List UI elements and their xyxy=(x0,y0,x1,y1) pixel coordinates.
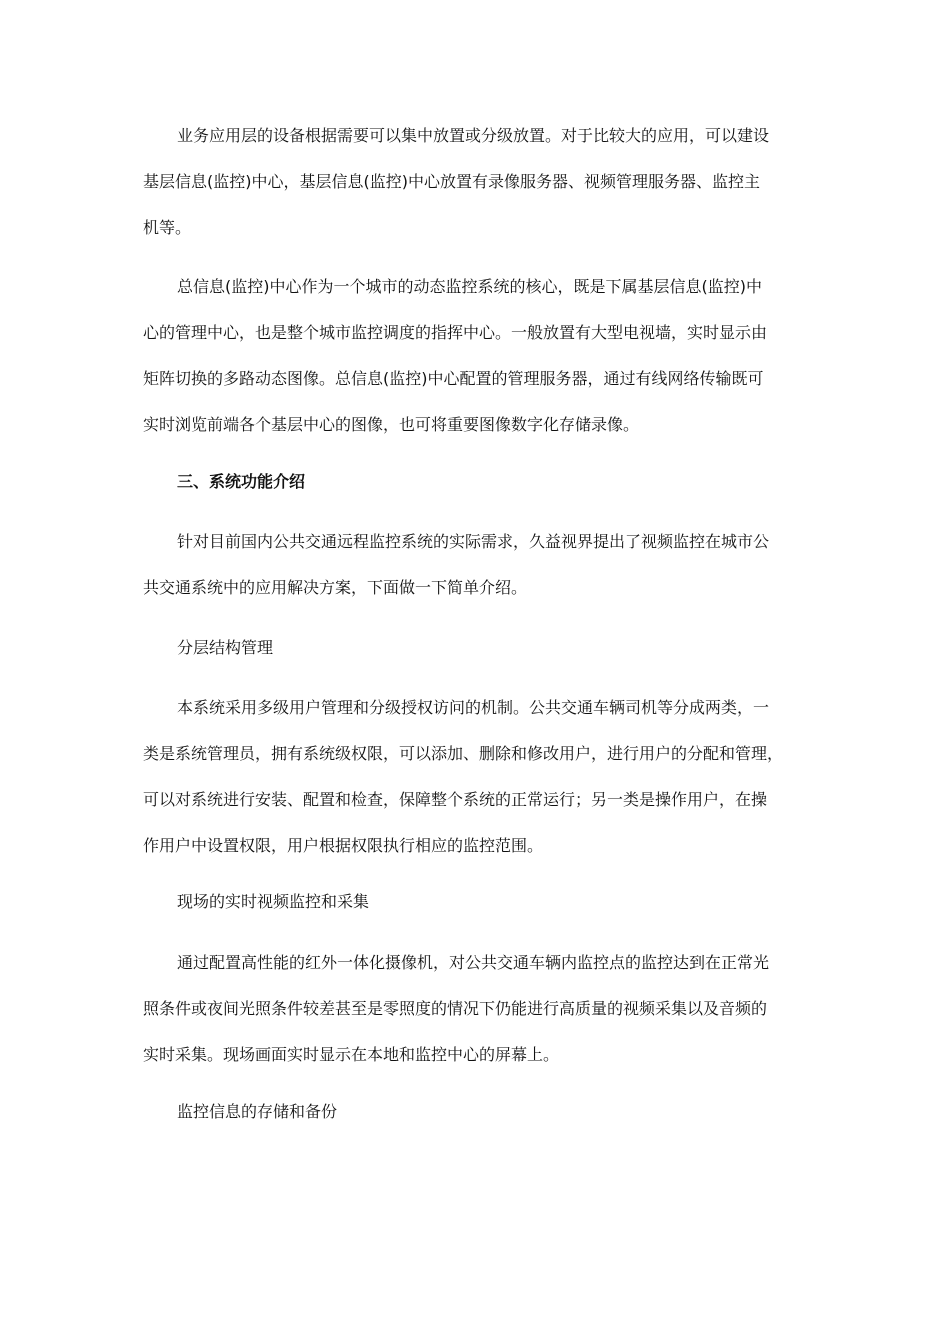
paragraph-central-monitoring-center xyxy=(143,264,807,448)
text-line: 照条件或夜间光照条件较差甚至是零照度的情况下仍能进行高质量的视频采集以及音频的 xyxy=(143,999,768,1018)
subheading: 分层结构管理 xyxy=(177,638,274,657)
section-heading: 三、系统功能介绍 xyxy=(177,472,306,491)
subheading-layered-management xyxy=(143,625,807,671)
text-line: 作用户中设置权限，用户根据权限执行相应的监控范围。 xyxy=(143,836,544,855)
paragraph-solution-intro xyxy=(143,519,807,611)
text-line: 心的管理中心，也是整个城市监控调度的指挥中心。一般放置有大型电视墙，实时显示由 xyxy=(143,323,768,342)
subheading: 现场的实时视频监控和采集 xyxy=(177,892,370,911)
text-line: 基层信息(监控)中心，基层信息(监控)中心放置有录像服务器、视频管理服务器、监控主 xyxy=(143,172,760,191)
text-line: 实时采集。现场画面实时显示在本地和监控中心的屏幕上。 xyxy=(143,1045,560,1064)
paragraph-user-management xyxy=(143,685,807,869)
subheading-realtime-monitoring xyxy=(143,879,807,925)
text-line: 可以对系统进行安装、配置和检查，保障整个系统的正常运行；另一类是操作用户，在操 xyxy=(143,790,768,809)
paragraph-equipment-placement xyxy=(143,113,807,251)
text-line: 类是系统管理员，拥有系统级权限，可以添加、删除和修改用户，进行用户的分配和管理， xyxy=(143,744,784,763)
subheading: 监控信息的存储和备份 xyxy=(177,1102,338,1121)
text-line: 总信息(监控)中心作为一个城市的动态监控系统的核心，既是下属基层信息(监控)中 xyxy=(177,277,762,296)
text-line: 业务应用层的设备根据需要可以集中放置或分级放置。对于比较大的应用，可以建设 xyxy=(177,126,770,145)
paragraph-video-capture xyxy=(143,940,807,1078)
text-line: 共交通系统中的应用解决方案，下面做一下简单介绍。 xyxy=(143,578,528,597)
text-line: 通过配置高性能的红外一体化摄像机，对公共交通车辆内监控点的监控达到在正常光 xyxy=(177,953,770,972)
text-line: 机等。 xyxy=(143,218,192,237)
section-heading-system-functions xyxy=(143,459,807,505)
text-line: 本系统采用多级用户管理和分级授权访问的机制。公共交通车辆司机等分成两类，一 xyxy=(177,698,770,717)
text-line: 实时浏览前端各个基层中心的图像，也可将重要图像数字化存储录像。 xyxy=(143,415,640,434)
text-line: 矩阵切换的多路动态图像。总信息(监控)中心配置的管理服务器，通过有线网络传输既可 xyxy=(143,369,764,388)
subheading-storage-backup xyxy=(143,1089,807,1135)
text-line: 针对目前国内公共交通远程监控系统的实际需求，久益视界提出了视频监控在城市公 xyxy=(177,532,770,551)
